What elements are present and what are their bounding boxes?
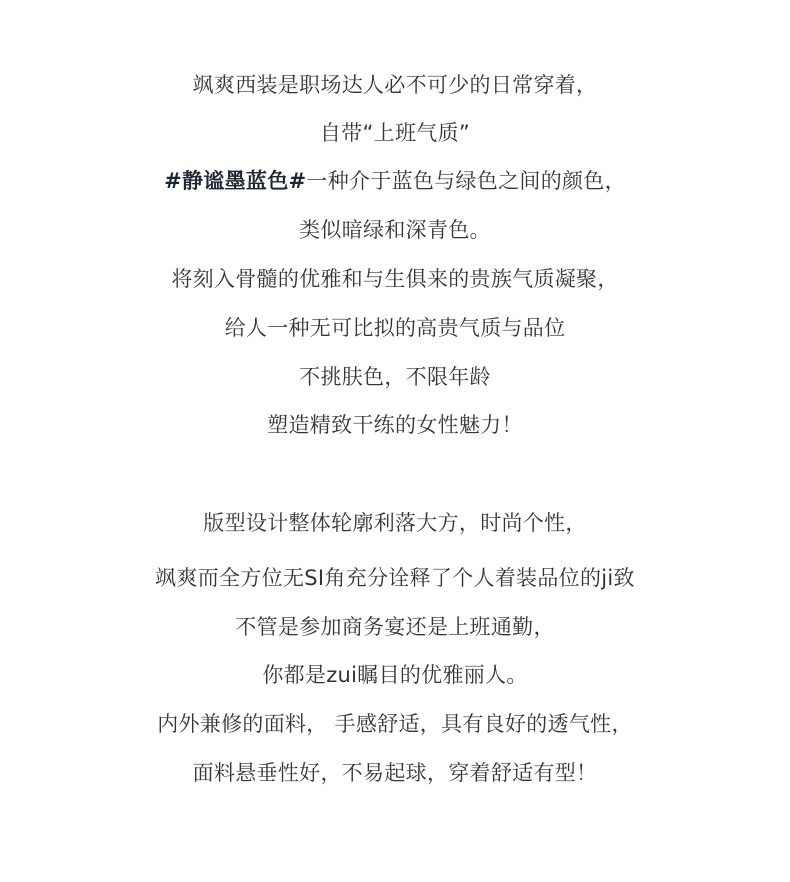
color-name-highlight: #静谧墨蓝色#: [164, 169, 307, 193]
desc-line: 自带“上班气质”: [319, 121, 471, 145]
desc-line: 飒爽而全方位无SI角充分诠释了个人着装品位的ji致: [155, 566, 635, 590]
color-description: 一种介于蓝色与绿色之间的颜色，: [306, 169, 626, 193]
desc-line: 版型设计整体轮廓利落大方，时尚个性，: [203, 511, 587, 535]
desc-line: 类似暗绿和深青色。: [299, 218, 491, 242]
desc-line: 飒爽西装是职场达人必不可少的日常穿着，: [192, 73, 598, 97]
desc-line-color-intro: [0, 166, 790, 196]
desc-line: 面料悬垂性好，不易起球，穿着舒适有型！: [192, 761, 598, 785]
desc-line: 将刻入骨髓的优雅和与生俱来的贵族气质凝聚，: [171, 267, 619, 291]
desc-line: 内外兼修的面料， 手感舒适，具有良好的透气性，: [157, 712, 633, 736]
desc-line: 塑造精致干练的女性魅力！: [267, 413, 523, 437]
desc-line: 给人一种无可比拟的高贵气质与品位: [224, 316, 566, 340]
desc-line: 你都是zui瞩目的优雅丽人。: [262, 663, 528, 687]
desc-line: 不管是参加商务宴还是上班通勤，: [235, 615, 555, 639]
desc-line: 不挑肤色，不限年龄: [299, 365, 491, 389]
